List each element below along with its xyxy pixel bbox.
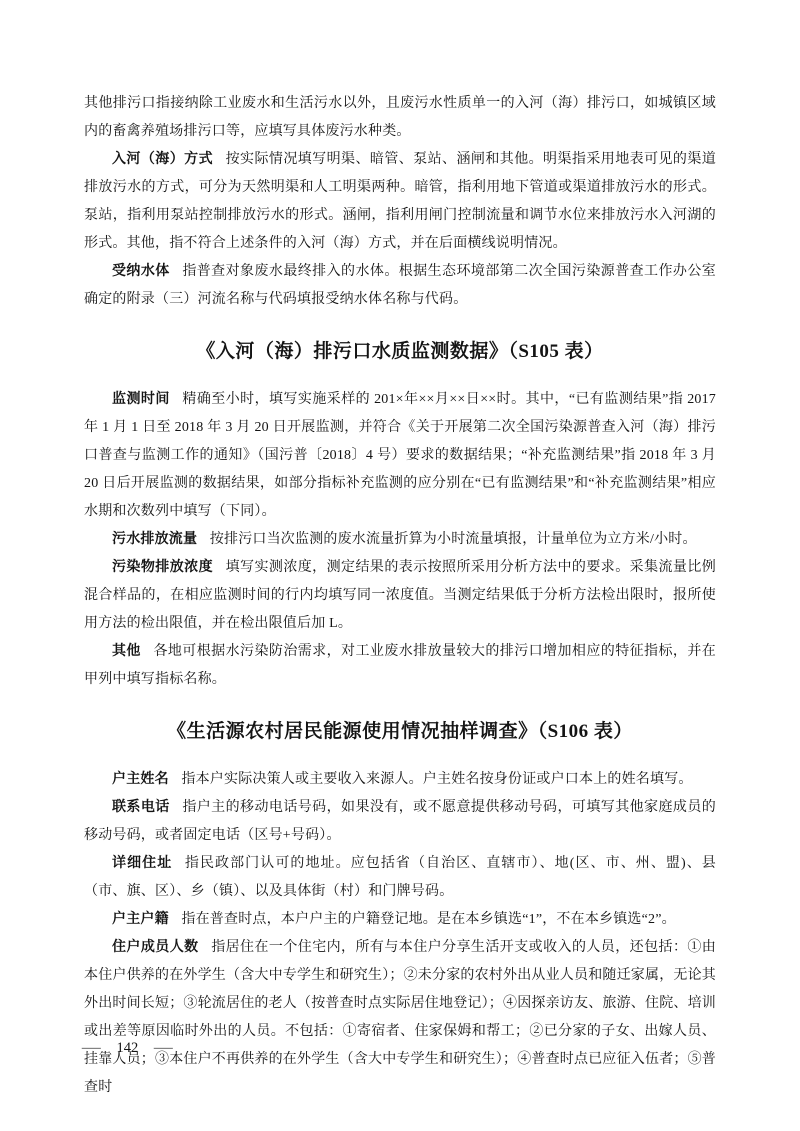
paragraph-text: 其他排污口指接纳除工业废水和生活污水以外，且废污水性质单一的入河（海）排污口，如城镇区域内的畜禽养殖场排污口等，应填写具体废污水种类。 [84,96,716,139]
paragraph-label: 其他 [112,644,141,659]
footer-dash-left: — [81,1040,101,1056]
paragraph-label: 户主户籍 [112,912,169,927]
paragraph-label: 受纳水体 [112,264,170,279]
section-heading-s106: 《生活源农村居民能源使用情况抽样调查》（S106 表） [167,721,633,742]
paragraph-text: 指普查对象废水最终排入的水体。根据生态环境部第二次全国污染源普查工作办公室确定的附录（三）河流名称与代码填报受纳水体名称与代码。 [84,264,716,307]
paragraph-monitor-time [84,386,716,526]
paragraph-contact-phone [84,794,716,850]
paragraph-pollutant-concentration [84,554,716,638]
paragraph-label: 监测时间 [112,392,170,407]
paragraph-household-members [81,934,717,1102]
paragraph-text: 指居住在一个住宅内，所有与本住户分享生活开支或收入的人员，还包括：①由本住户供养的在外学生（含大中专学生和研究生）；②未分家的农村外出从业人员和随迁家属，无论其外出时间长短；③轮流居住的老人（按普查时点实际居住地登记）；④因探亲访友、旅游、住院、培训或出差等原因临时外出的人员。不包括：①寄宿者、住家保姆和帮工；②已分家的子女、出嫁人员、挂靠人员；③本住户不再供养的在外学生（含大中专学生和研究生）；④普查时点已应征入伍者；⑤普查时 [84,940,717,1095]
paragraph-householder-name [84,766,716,794]
section-heading-s105: 《入河（海）排污口水质监测数据》（S105 表） [196,341,604,362]
page-number: 142 [116,1040,139,1056]
paragraph-label: 污染物排放浓度 [112,560,214,575]
paragraph-text: 按排污口当次监测的废水流量折算为小时流量填报，计量单位为立方米/小时。 [209,532,697,547]
paragraph-label: 住户成员人数 [112,940,199,955]
paragraph-text: 精确至小时，填写实施采样的 201×年××月××日××时。其中，“已有监测结果”指 2017 年 1 月 1 日至 2018 年 3 月 20 日开展监测，并符合《关于开展第二次全国污染源普查入河（海）排污口普查与监测工作的通知》（国污普〔2018〕4 号）要求的数据结果；“补充监测结果”指 2018 年 3 月 20 日后开展监测的数据结果，如部分指标补充监测的应分别在“已有监测结果”和“补充监测结果”相应水期和次数列中填写（下同）。 [84,392,716,519]
paragraph-label: 详细住址 [112,856,173,871]
paragraph-householder-registration [84,906,716,934]
page-footer [81,1036,173,1060]
paragraph-label: 污水排放流量 [112,532,198,547]
paragraph-text: 指在普查时点，本户户主的户籍登记地。是在本乡镇选“1”，不在本乡镇选“2”。 [181,912,676,927]
paragraph-continuation [84,90,716,146]
paragraph-text: 指民政部门认可的地址。应包括省（自治区、直辖市）、地(区、市、州、盟)、县（市、旗、区）、乡（镇）、以及具体街（村）和门牌号码。 [84,856,716,899]
paragraph-text: 各地可根据水污染防治需求，对工业废水排放量较大的排污口增加相应的特征指标，并在甲列中填写指标名称。 [84,644,716,687]
paragraph-text: 指户主的移动电话号码，如果没有，或不愿意提供移动号码，可填写其他家庭成员的移动号码，或者固定电话（区号+号码）。 [84,800,716,843]
paragraph-inflow-method [84,146,716,258]
paragraph-label: 入河（海）方式 [112,152,214,167]
paragraph-label: 户主姓名 [112,772,169,787]
footer-dash-right: — [154,1040,173,1056]
paragraph-text: 指本户实际决策人或主要收入来源人。户主姓名按身份证或户口本上的姓名填写。 [181,772,693,787]
paragraph-label: 联系电话 [112,800,170,815]
paragraph-detailed-address [84,850,716,906]
paragraph-text: 填写实测浓度，测定结果的表示按照所采用分析方法中的要求。采集流量比例混合样品的，在相应监测时间的行内均填写同一浓度值。当测定结果低于分析方法检出限时，报所使用方法的检出限值，并在检出限值后加 L。 [84,560,716,631]
paragraph-wastewater-flow [84,526,716,554]
paragraph-other-indicators [84,638,716,694]
paragraph-text: 按实际情况填写明渠、暗管、泵站、涵闸和其他。明渠指采用地表可见的渠道排放污水的方式，可分为天然明渠和人工明渠两种。暗管，指利用地下管道或渠道排放污水的形式。泵站，指利用泵站控制排放污水的形式。涵闸，指利用闸门控制流量和调节水位来排放污水入河湖的形式。其他，指不符合上述条件的入河（海）方式，并在后面横线说明情况。 [84,152,716,251]
paragraph-receiving-water [84,258,716,314]
